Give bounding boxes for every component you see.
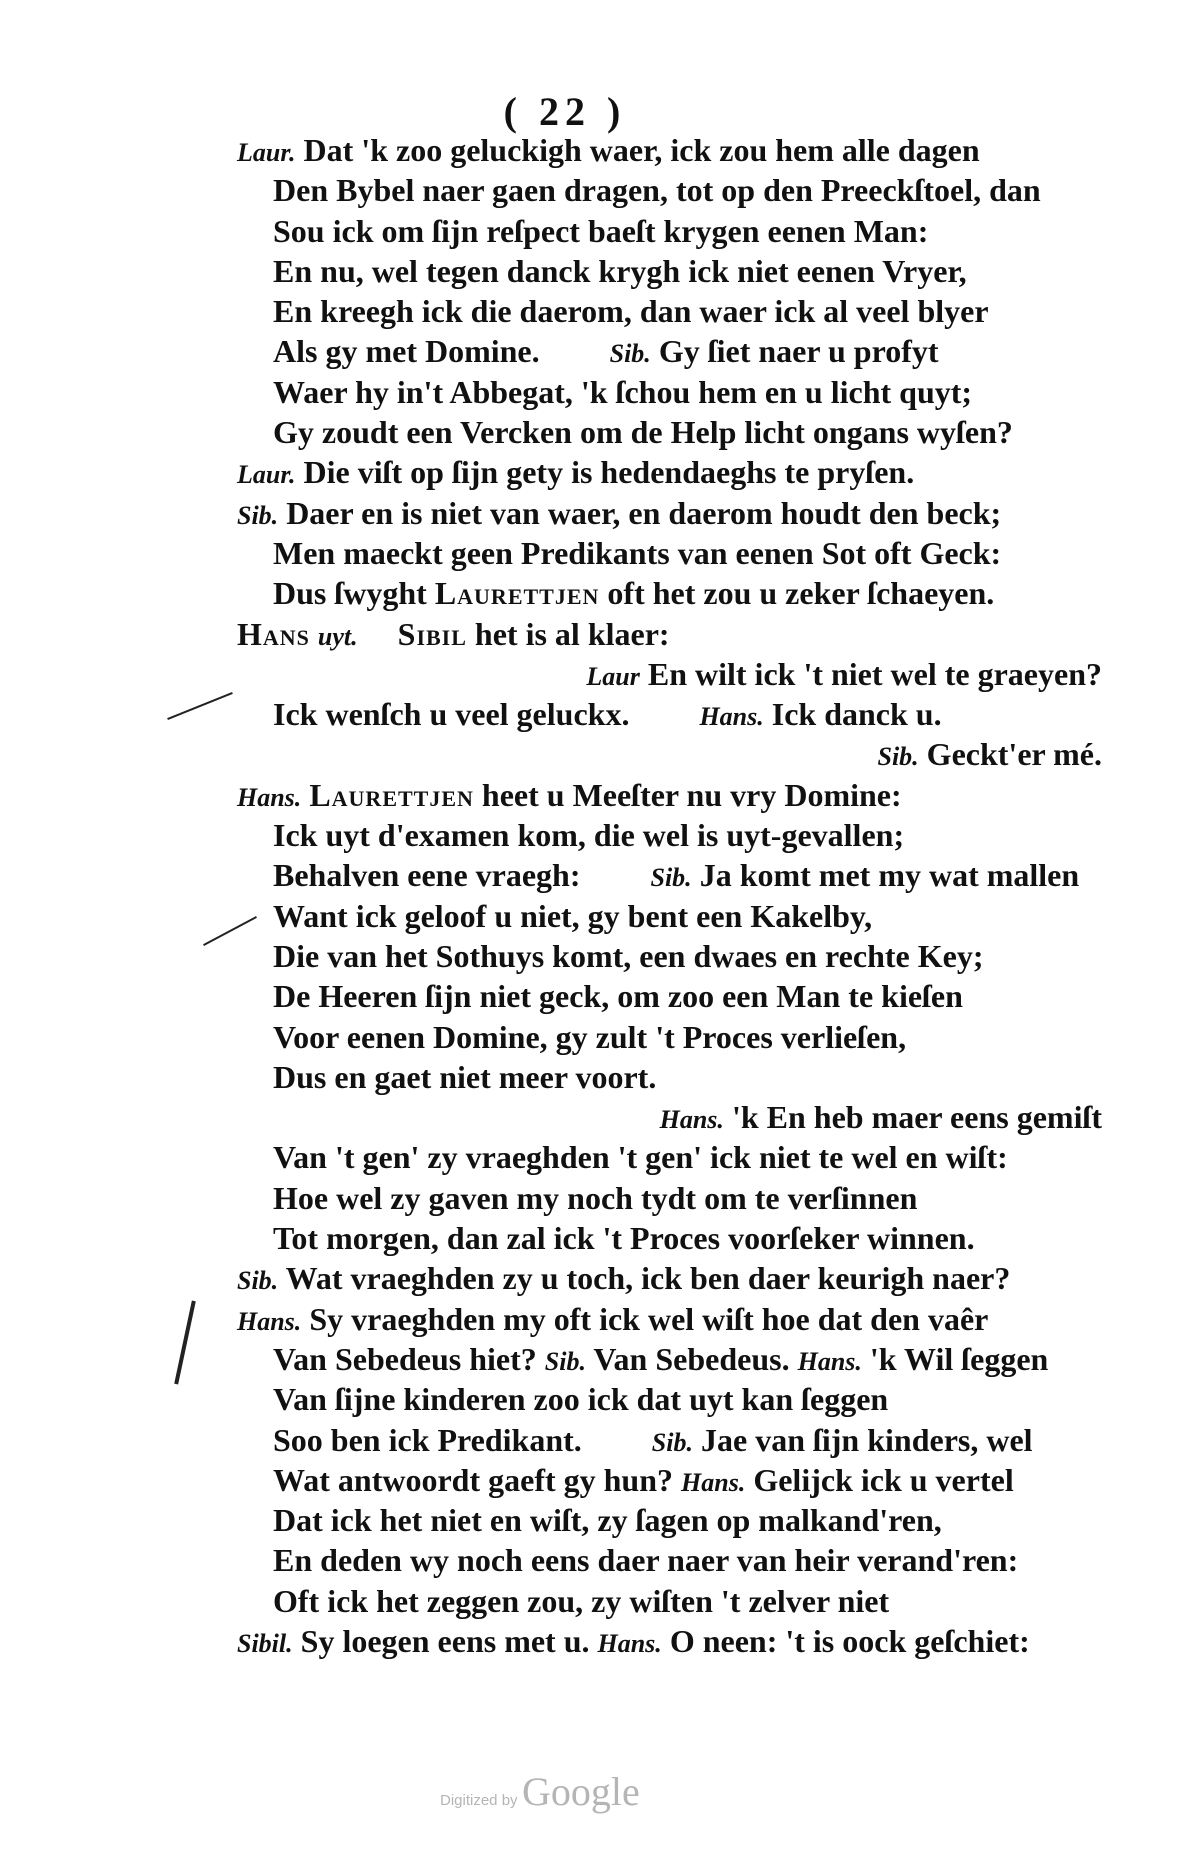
verse-line [237, 211, 1142, 251]
verse-text-run: O neen: 't is oock geſchiet: [661, 1622, 1030, 1659]
line-segment [273, 291, 989, 331]
speaker-label: Laur. [237, 138, 296, 167]
verse-text-run: En kreegh ick die daerom, dan waer ick al veel blyer [273, 293, 989, 330]
line-segment [398, 614, 670, 654]
character-name: Laurettjen [309, 776, 474, 813]
line-segment [273, 976, 963, 1016]
line-segment [237, 1299, 988, 1339]
verse-text-run: Sou ick om ſijn reſpect baeſt krygen eenen Man: [273, 212, 929, 249]
line-segment [237, 614, 358, 654]
verse-text-run: heet u Meeſter nu vry Domine: [473, 776, 902, 813]
verse-text-run: Wat antwoordt gaeft gy hun? [273, 1461, 682, 1498]
verse-text-run: Voor eenen Domine, gy zult 't Proces verlieſen, [273, 1018, 907, 1055]
line-segment [273, 1137, 1008, 1177]
verse-text-run [310, 616, 318, 652]
verse-text-run: Behalven eene vraegh: [273, 857, 581, 894]
line-segment [237, 493, 1001, 533]
verse-line [237, 1581, 1142, 1621]
line-segment [237, 130, 980, 170]
line-segment [273, 936, 983, 976]
verse-line [237, 493, 1142, 533]
verse-line [237, 1540, 1142, 1580]
line-segment [273, 1420, 582, 1460]
verse-line [237, 533, 1142, 573]
verse-line [237, 372, 1142, 412]
verse-line [237, 1218, 1142, 1258]
verse-text-run: Van Sebedeus hiet? [273, 1340, 545, 1377]
verse-line [237, 331, 1142, 371]
line-segment [660, 1097, 1102, 1137]
speaker-label: Hans. [699, 702, 764, 732]
character-name: Sibil [397, 615, 467, 652]
digitized-by-google-watermark [440, 1768, 640, 1815]
page-number: ( 22 ) [503, 89, 627, 134]
verse-text-run: Den Bybel naer gaen dragen, tot op den Preeckſtoel, dan [273, 172, 1041, 209]
verse-line [237, 1500, 1142, 1540]
speaker-label: Hans. [797, 1346, 862, 1376]
line-segment [273, 1218, 975, 1258]
verse-line [237, 452, 1142, 492]
verse-line [237, 896, 1142, 936]
speaker-label: Laur [586, 661, 640, 691]
verse-text-run: Ick danck u. [763, 696, 942, 733]
line-segment [273, 533, 1001, 573]
line-segment [273, 896, 872, 936]
verse-text-run: Men maeckt geen Predikants van eenen Sot oft Geck: [273, 534, 1002, 571]
verse-line [237, 1420, 1142, 1460]
verse-text-run: Sy vraeghden my oft ick wel wiſt hoe dat den vaêr [301, 1300, 989, 1337]
verse-line [237, 1057, 1142, 1097]
verse-line [237, 1017, 1142, 1057]
verse-text-run: Oft ick het zeggen zou, zy wiſten 't zelver niet [273, 1582, 890, 1619]
verse-line [237, 614, 1142, 654]
verse-text-run: Dus en gaet niet meer voort. [273, 1058, 657, 1095]
verse-line [237, 573, 1142, 613]
verse-text-run: En nu, wel tegen danck krygh ick niet eenen Vryer, [273, 252, 967, 289]
speaker-label: Sibil. [237, 1628, 293, 1658]
speaker-label: Hans. [237, 782, 302, 812]
watermark-brand: Google [522, 1769, 640, 1814]
watermark-prefix: Digitized by [440, 1792, 518, 1809]
verse-text-run: Jae van ſijn kinders, wel [692, 1421, 1033, 1458]
speaker-label: Sib. [651, 1427, 693, 1457]
line-segment [273, 1057, 656, 1097]
line-segment [273, 1379, 888, 1419]
speaker-label: uyt. [317, 621, 358, 651]
speaker-label: Sib. [877, 742, 919, 772]
verse-text-run: Geckt'er mé. [918, 736, 1102, 773]
verse-line [237, 251, 1142, 291]
verse-line [237, 1339, 1142, 1379]
line-segment [237, 775, 902, 815]
line-segment [273, 170, 1041, 210]
verse-text-run: Als gy met Domine. [273, 333, 540, 370]
margin-pen-mark [167, 692, 233, 720]
verse-text-run: Want ick geloof u niet, gy bent een Kakelby, [273, 897, 873, 934]
verse-line [237, 1621, 1142, 1661]
verse-line [237, 412, 1142, 452]
verse-line [237, 775, 1142, 815]
verse-text-run: Wat vraeghden zy u toch, ick ben daer keurigh naer? [278, 1260, 1011, 1297]
verse-text-run: Ick wenſch u veel geluckx. [273, 696, 630, 733]
verse-text-run: Tot morgen, dan zal ick 't Proces voorſeker winnen. [273, 1220, 975, 1257]
line-segment [273, 1017, 906, 1057]
line-segment [610, 331, 939, 371]
verse-text-run: De Heeren ſijn niet geck, om zoo een Man te kieſen [273, 978, 963, 1015]
line-segment [237, 1258, 1010, 1298]
verse-text-run: Daer en is niet van waer, en daerom houdt den beck; [278, 494, 1002, 531]
line-segment [273, 694, 629, 734]
verse-text-run: Waer hy in't Abbegat, 'k ſchou hem en u licht quyt; [273, 373, 973, 410]
line-segment [273, 1540, 1018, 1580]
character-name: Laurettjen [434, 575, 600, 612]
verse-text-run: Sy loegen eens met u. [292, 1622, 598, 1659]
speaker-label: Hans. [237, 1306, 302, 1336]
verse-text-run: Ick uyt d'examen kom, die wel is uyt-gevallen; [273, 817, 905, 854]
verse-line [237, 1460, 1142, 1500]
line-segment [273, 251, 967, 291]
verse-text-run: Ja komt met my wat mallen [691, 857, 1080, 894]
speaker-label: Sib. [544, 1346, 586, 1376]
line-segment [273, 1500, 942, 1540]
speaker-label: Sib. [237, 500, 279, 530]
speaker-label: Sib. [650, 863, 692, 893]
verse-text-run: het is al klaer: [466, 615, 670, 652]
line-segment [237, 452, 914, 492]
verse-text-run: Van ſijne kinderen zoo ick dat uyt kan ſeggen [273, 1381, 889, 1418]
verse-line [237, 291, 1142, 331]
verse-text-run: En wilt ick 't niet wel te graeyen? [639, 655, 1102, 692]
verse-line [237, 694, 1142, 734]
verse-text [237, 130, 1142, 1661]
verse-text-run: Soo ben ick Predikant. [273, 1421, 582, 1458]
verse-line [237, 1299, 1142, 1339]
verse-text-run: Gy zoudt een Vercken om de Help licht ongans wyſen? [273, 414, 1013, 451]
verse-text-run: Gy ſiet naer u profyt [650, 333, 939, 370]
speaker-label: Sib. [609, 339, 651, 369]
line-segment [651, 855, 1080, 895]
verse-line [237, 170, 1142, 210]
verse-line [237, 1379, 1142, 1419]
verse-text-run: En deden wy noch eens daer naer van heir verand'ren: [273, 1542, 1019, 1579]
verse-text-run: Gelijck ick u vertel [745, 1461, 1014, 1498]
line-segment [273, 1178, 917, 1218]
line-segment [273, 1581, 889, 1621]
line-segment [877, 734, 1102, 774]
verse-line [237, 734, 1142, 774]
line-segment [699, 694, 941, 734]
verse-line [237, 1097, 1142, 1137]
line-segment [273, 211, 928, 251]
speaker-label: Hans. [597, 1628, 662, 1658]
speaker-label: Hans. [681, 1467, 746, 1497]
line-segment [237, 1621, 1030, 1661]
line-segment [273, 331, 540, 371]
verse-line [237, 1178, 1142, 1218]
speaker-label: Sib. [237, 1266, 279, 1296]
line-segment [273, 1339, 1048, 1379]
verse-text-run: Die viſt op ſijn gety is hedendaeghs te pryſen. [295, 454, 915, 491]
line-segment [273, 815, 904, 855]
verse-text-run: Dus ſwyght [273, 575, 435, 612]
verse-line [237, 976, 1142, 1016]
verse-line [237, 815, 1142, 855]
verse-line [237, 654, 1142, 694]
line-segment [273, 372, 972, 412]
line-segment [273, 573, 994, 613]
line-segment [652, 1420, 1033, 1460]
line-segment [273, 412, 1013, 452]
verse-text-run: Dat ick het niet en wiſt, zy ſagen op malkand'ren, [273, 1502, 942, 1539]
line-segment [273, 1460, 1014, 1500]
verse-line [237, 130, 1142, 170]
margin-pen-mark [174, 1301, 196, 1385]
verse-text-run: Hoe wel zy gaven my noch tydt om te verſinnen [273, 1179, 918, 1216]
verse-text-run: Van 't gen' zy vraeghden 't gen' ick niet te wel en wiſt: [273, 1139, 1008, 1176]
line-segment [273, 855, 581, 895]
verse-line [237, 1137, 1142, 1177]
character-name: Hans [237, 615, 310, 652]
verse-text-run: 'k Wil ſeggen [861, 1340, 1049, 1377]
verse-line [237, 855, 1142, 895]
verse-line [237, 1258, 1142, 1298]
verse-line [237, 936, 1142, 976]
verse-text-run: Van Sebedeus. [585, 1340, 798, 1377]
verse-text-run: Die van het Sothuys komt, een dwaes en rechte Key; [273, 937, 984, 974]
speaker-label: Hans. [659, 1105, 724, 1135]
speaker-label: Laur. [237, 460, 296, 490]
verse-text-run: 'k En heb maer eens gemiſt [723, 1099, 1102, 1136]
line-segment [586, 654, 1102, 694]
verse-text-run: oft het zou u zeker ſchaeyen. [599, 575, 995, 612]
verse-text-run: Dat 'k zoo geluckigh waer, ick zou hem alle dagen [295, 132, 980, 168]
